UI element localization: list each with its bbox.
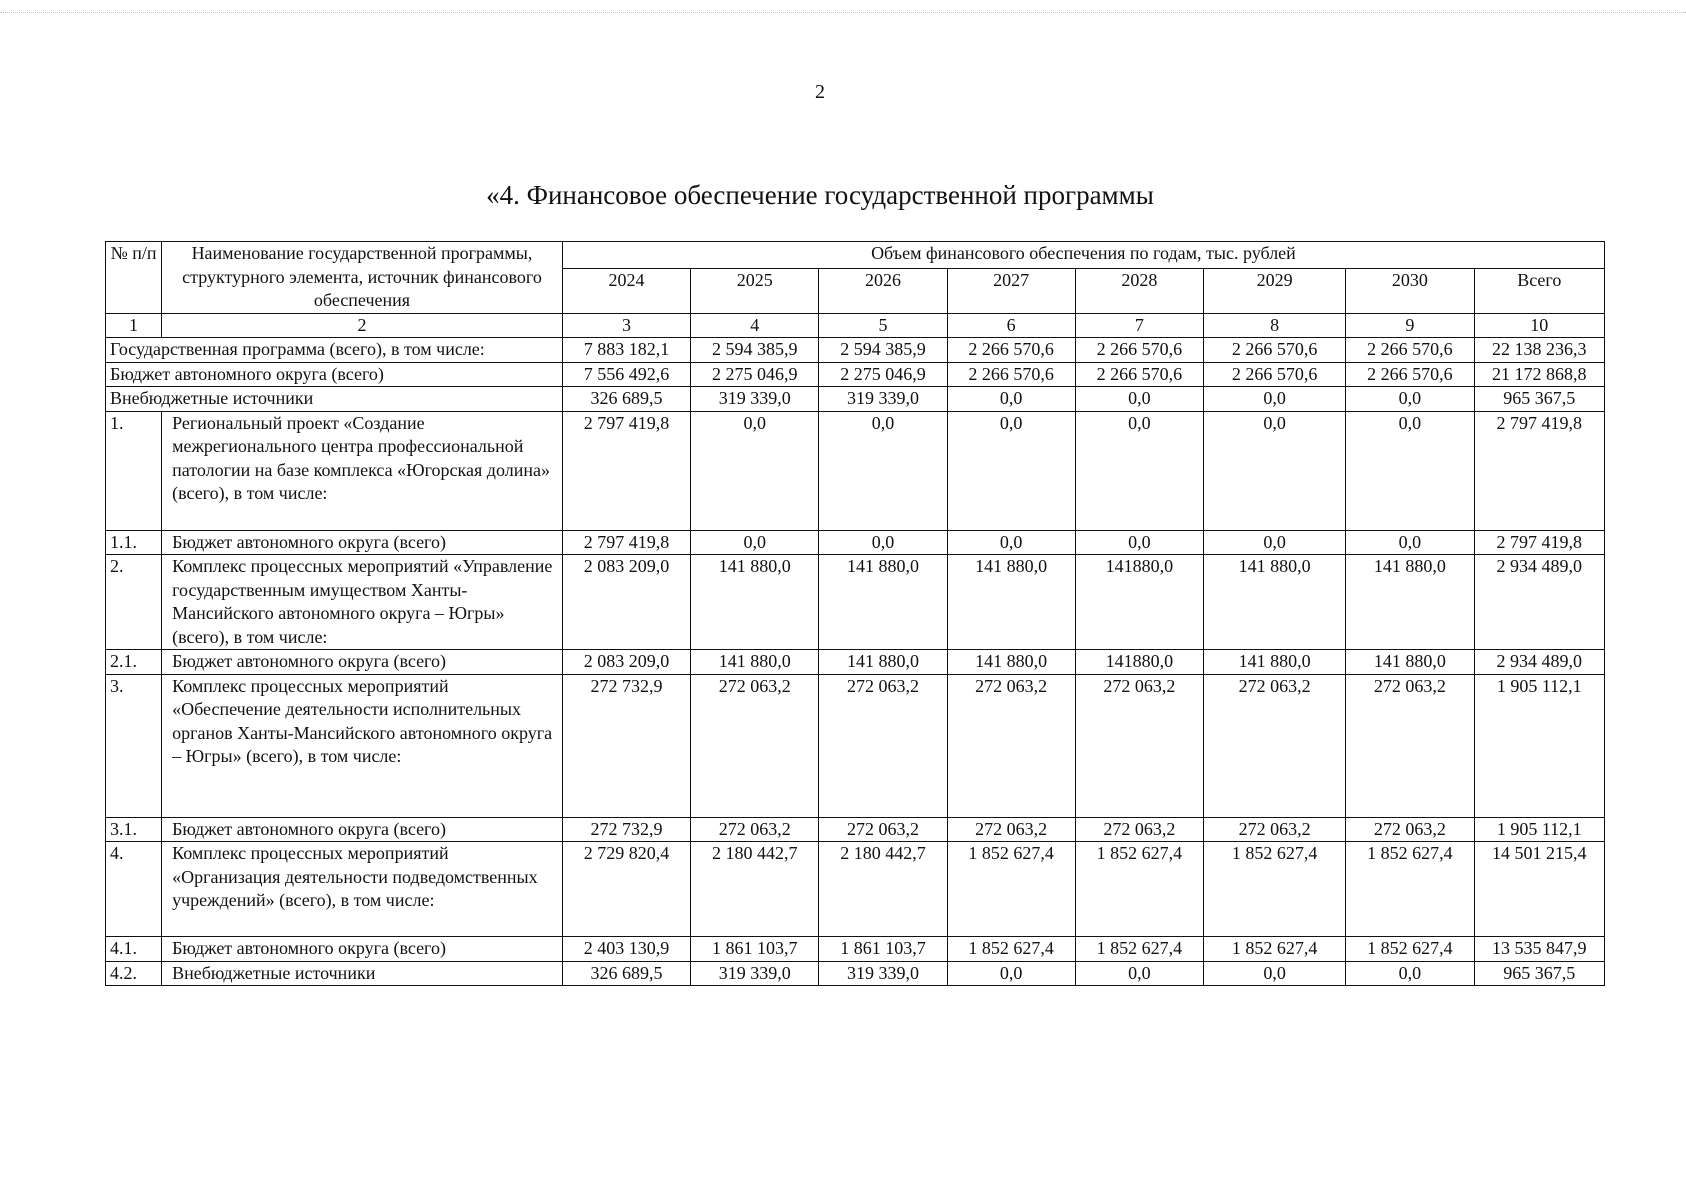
row-value: 1 852 627,4 [947, 937, 1075, 962]
row-value: 2 266 570,6 [1204, 338, 1346, 363]
row-value: 141 880,0 [691, 650, 819, 675]
table-row [106, 530, 1605, 555]
row-name: Комплекс процессных мероприятий «Обеспечение деятельности исполнительных органов Ханты-Мансийского автономного округа – Югры» (всего), в том числе: [162, 674, 563, 817]
row-value: 7 883 182,1 [562, 338, 690, 363]
row-number: 4.2. [106, 961, 162, 986]
row-value: 2 083 209,0 [562, 650, 690, 675]
row-value: 2 275 046,9 [819, 362, 947, 387]
header-total: Всего [1474, 268, 1604, 313]
row-number: 4. [106, 842, 162, 937]
row-value: 0,0 [1204, 387, 1346, 412]
row-value: 0,0 [1204, 961, 1346, 986]
row-value: 0,0 [1075, 411, 1203, 530]
column-number: 5 [819, 313, 947, 338]
row-name: Бюджет автономного округа (всего) [106, 362, 563, 387]
row-value: 2 275 046,9 [691, 362, 819, 387]
row-value: 0,0 [1075, 961, 1203, 986]
column-number: 3 [562, 313, 690, 338]
row-total: 2 797 419,8 [1474, 411, 1604, 530]
header-row [106, 242, 1605, 269]
row-value: 2 729 820,4 [562, 842, 690, 937]
row-value: 141 880,0 [1204, 650, 1346, 675]
row-value: 141880,0 [1075, 555, 1203, 650]
row-value: 272 063,2 [1204, 817, 1346, 842]
row-total: 21 172 868,8 [1474, 362, 1604, 387]
header-volume: Объем финансового обеспечения по годам, тыс. рублей [562, 242, 1604, 269]
header-year: 2024 [562, 268, 690, 313]
row-value: 1 852 627,4 [1204, 842, 1346, 937]
column-number: 4 [691, 313, 819, 338]
row-name: Государственная программа (всего), в том числе: [106, 338, 563, 363]
row-number: 3. [106, 674, 162, 817]
row-name: Внебюджетные источники [162, 961, 563, 986]
table-row [106, 817, 1605, 842]
header-year: 2025 [691, 268, 819, 313]
row-value: 2 266 570,6 [1346, 362, 1474, 387]
row-total: 965 367,5 [1474, 387, 1604, 412]
row-value: 272 063,2 [691, 674, 819, 817]
row-value: 0,0 [947, 387, 1075, 412]
column-number: 9 [1346, 313, 1474, 338]
row-value: 0,0 [691, 530, 819, 555]
row-value: 319 339,0 [819, 387, 947, 412]
row-value: 272 063,2 [691, 817, 819, 842]
row-value: 319 339,0 [819, 961, 947, 986]
table-row [106, 387, 1605, 412]
row-number: 1.1. [106, 530, 162, 555]
row-value: 0,0 [819, 411, 947, 530]
table-row [106, 650, 1605, 675]
row-value: 2 594 385,9 [691, 338, 819, 363]
row-value: 0,0 [947, 411, 1075, 530]
row-number: 1. [106, 411, 162, 530]
header-year: 2028 [1075, 268, 1203, 313]
column-number: 7 [1075, 313, 1203, 338]
row-total: 2 797 419,8 [1474, 530, 1604, 555]
table-row [106, 411, 1605, 530]
row-value: 0,0 [1346, 961, 1474, 986]
row-total: 2 934 489,0 [1474, 555, 1604, 650]
row-number: 4.1. [106, 937, 162, 962]
header-num: № п/п [106, 242, 162, 314]
row-name: Комплекс процессных мероприятий «Организация деятельности подведомственных учреждений» (всего), в том числе: [162, 842, 563, 937]
row-number: 2.1. [106, 650, 162, 675]
row-value: 0,0 [1346, 387, 1474, 412]
row-value: 141 880,0 [947, 555, 1075, 650]
row-number: 2. [106, 555, 162, 650]
row-value: 0,0 [1346, 530, 1474, 555]
row-value: 319 339,0 [691, 961, 819, 986]
row-name: Внебюджетные источники [106, 387, 563, 412]
financing-table [105, 241, 1605, 986]
table-row [106, 674, 1605, 817]
row-value: 0,0 [947, 961, 1075, 986]
row-name: Комплекс процессных мероприятий «Управление государственным имуществом Ханты-Мансийского автономного округа – Югры» (всего), в том числе: [162, 555, 563, 650]
column-number: 6 [947, 313, 1075, 338]
header-year: 2027 [947, 268, 1075, 313]
row-name: Бюджет автономного округа (всего) [162, 937, 563, 962]
row-value: 2 083 209,0 [562, 555, 690, 650]
row-value: 2 180 442,7 [819, 842, 947, 937]
row-value: 2 797 419,8 [562, 411, 690, 530]
row-value: 141 880,0 [691, 555, 819, 650]
row-value: 272 063,2 [819, 674, 947, 817]
row-value: 1 852 627,4 [1346, 937, 1474, 962]
header-year: 2030 [1346, 268, 1474, 313]
row-name: Бюджет автономного округа (всего) [162, 817, 563, 842]
row-value: 1 852 627,4 [1204, 937, 1346, 962]
scan-top-edge [0, 12, 1686, 13]
row-value: 141 880,0 [1204, 555, 1346, 650]
row-value: 272 732,9 [562, 817, 690, 842]
row-value: 2 403 130,9 [562, 937, 690, 962]
row-total: 13 535 847,9 [1474, 937, 1604, 962]
row-value: 272 732,9 [562, 674, 690, 817]
row-value: 0,0 [947, 530, 1075, 555]
row-name: Бюджет автономного округа (всего) [162, 650, 563, 675]
row-value: 1 861 103,7 [819, 937, 947, 962]
row-value: 272 063,2 [1075, 674, 1203, 817]
table-row [106, 937, 1605, 962]
row-total: 1 905 112,1 [1474, 817, 1604, 842]
row-value: 1 852 627,4 [1346, 842, 1474, 937]
row-value: 2 180 442,7 [691, 842, 819, 937]
table-row [106, 362, 1605, 387]
page-title: «4. Финансовое обеспечение государственной программы [486, 180, 1154, 210]
header-year: 2026 [819, 268, 947, 313]
row-value: 272 063,2 [1346, 817, 1474, 842]
row-value: 141 880,0 [1346, 555, 1474, 650]
row-value: 141 880,0 [819, 555, 947, 650]
table-row [106, 961, 1605, 986]
row-value: 1 852 627,4 [1075, 937, 1203, 962]
row-value: 1 861 103,7 [691, 937, 819, 962]
row-value: 0,0 [819, 530, 947, 555]
row-value: 2 266 570,6 [1204, 362, 1346, 387]
row-value: 2 266 570,6 [1075, 362, 1203, 387]
row-value: 272 063,2 [1075, 817, 1203, 842]
row-value: 272 063,2 [1346, 674, 1474, 817]
row-value: 1 852 627,4 [947, 842, 1075, 937]
row-value: 272 063,2 [1204, 674, 1346, 817]
column-number: 2 [162, 313, 563, 338]
table-row [106, 842, 1605, 937]
row-value: 2 266 570,6 [1075, 338, 1203, 363]
row-value: 2 594 385,9 [819, 338, 947, 363]
row-total: 22 138 236,3 [1474, 338, 1604, 363]
row-name: Региональный проект «Создание межрегионального центра профессиональной патологии на базе комплекса «Югорская долина» (всего), в том числе: [162, 411, 563, 530]
row-value: 272 063,2 [819, 817, 947, 842]
row-value: 272 063,2 [947, 674, 1075, 817]
row-value: 141 880,0 [947, 650, 1075, 675]
row-value: 141880,0 [1075, 650, 1203, 675]
row-number: 3.1. [106, 817, 162, 842]
row-value: 326 689,5 [562, 387, 690, 412]
header-year: 2029 [1204, 268, 1346, 313]
row-value: 0,0 [1075, 387, 1203, 412]
table-row [106, 338, 1605, 363]
row-value: 0,0 [1346, 411, 1474, 530]
row-value: 2 266 570,6 [947, 338, 1075, 363]
column-number: 1 [106, 313, 162, 338]
row-value: 2 266 570,6 [947, 362, 1075, 387]
row-total: 14 501 215,4 [1474, 842, 1604, 937]
row-value: 0,0 [1204, 530, 1346, 555]
row-value: 0,0 [1075, 530, 1203, 555]
row-value: 141 880,0 [819, 650, 947, 675]
header-name: Наименование государственной программы, структурного элемента, источник финансового обеспечения [162, 242, 563, 314]
table-row [106, 555, 1605, 650]
column-number-row [106, 313, 1605, 338]
row-value: 2 797 419,8 [562, 530, 690, 555]
row-total: 1 905 112,1 [1474, 674, 1604, 817]
column-number: 8 [1204, 313, 1346, 338]
row-value: 0,0 [1204, 411, 1346, 530]
row-value: 141 880,0 [1346, 650, 1474, 675]
row-value: 2 266 570,6 [1346, 338, 1474, 363]
row-value: 319 339,0 [691, 387, 819, 412]
row-value: 326 689,5 [562, 961, 690, 986]
row-total: 965 367,5 [1474, 961, 1604, 986]
row-value: 0,0 [691, 411, 819, 530]
row-value: 1 852 627,4 [1075, 842, 1203, 937]
row-value: 7 556 492,6 [562, 362, 690, 387]
row-name: Бюджет автономного округа (всего) [162, 530, 563, 555]
page-number: 2 [815, 81, 825, 103]
row-value: 272 063,2 [947, 817, 1075, 842]
row-total: 2 934 489,0 [1474, 650, 1604, 675]
column-number: 10 [1474, 313, 1604, 338]
